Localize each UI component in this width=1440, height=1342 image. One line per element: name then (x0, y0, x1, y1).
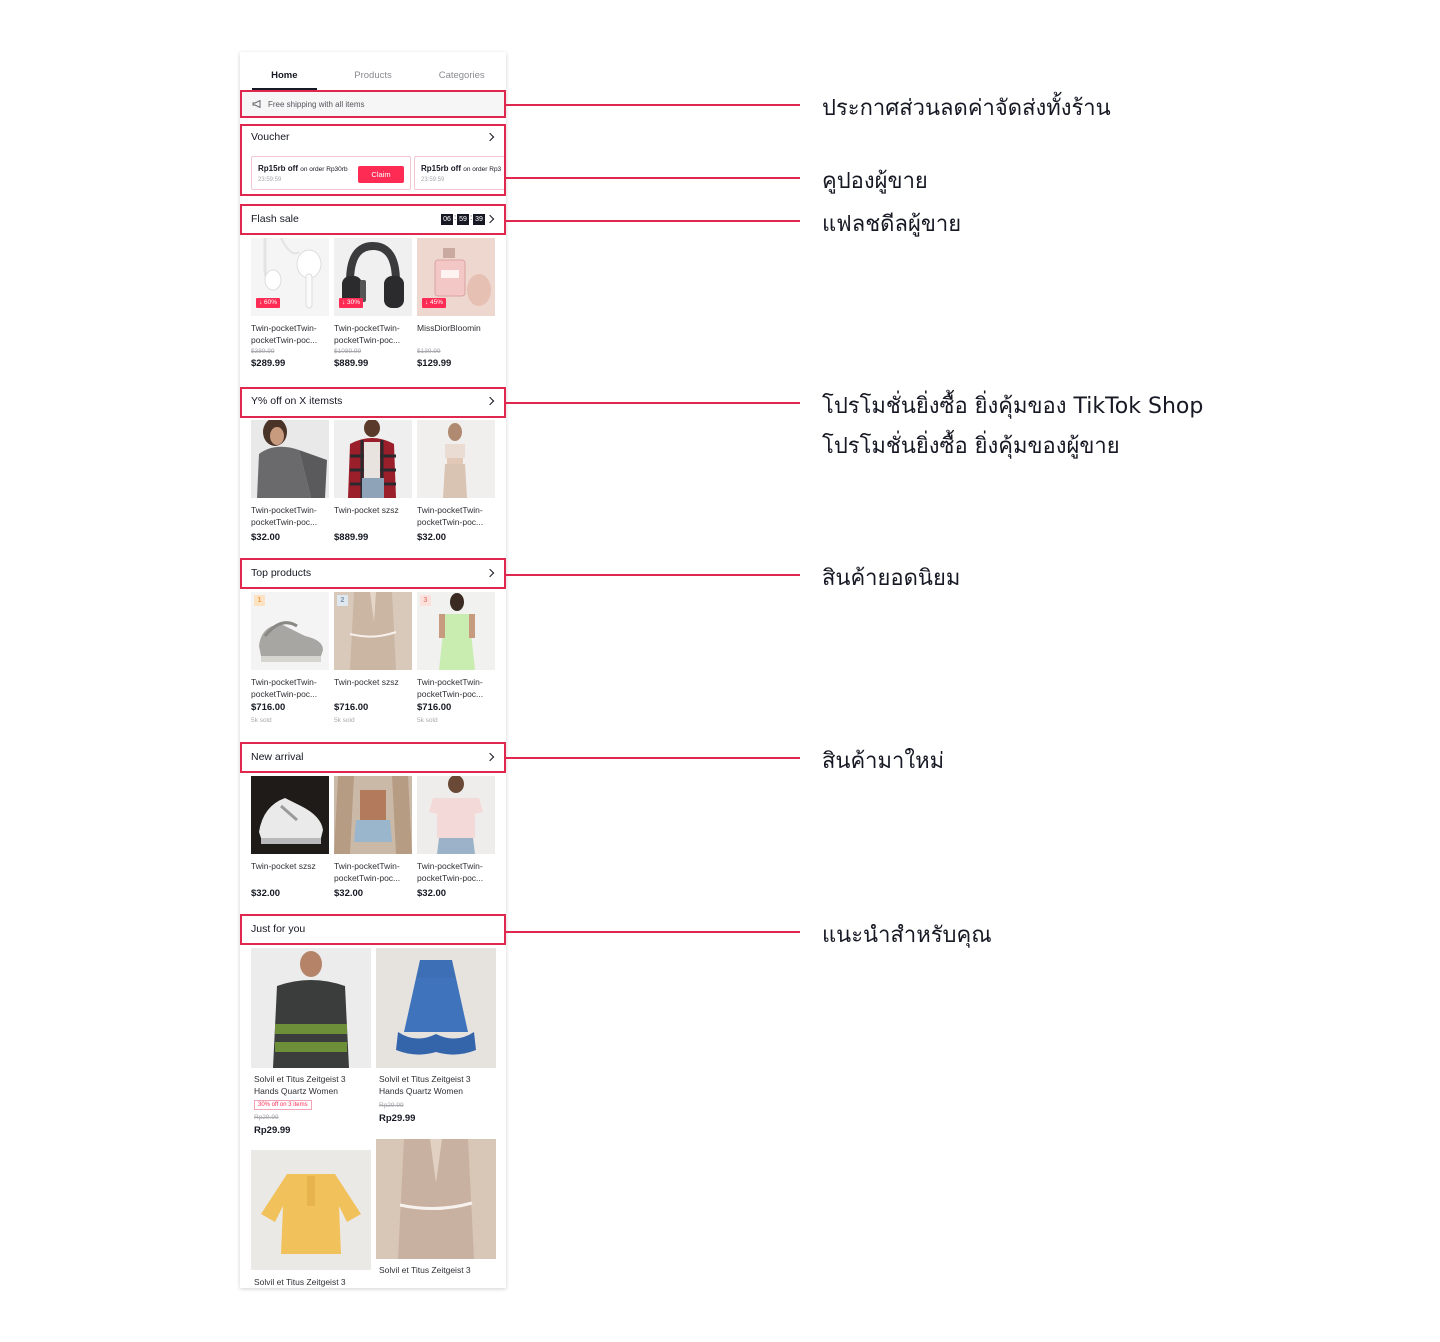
product-name: Twin-pocketTwin-pocketTwin-poc... (417, 505, 484, 527)
annotation-line (506, 402, 800, 404)
annotation-line (506, 177, 800, 179)
highlight-box (240, 558, 506, 589)
annotation-just-for-you: แนะนำสำหรับคุณ (822, 923, 992, 948)
hoodie-image (251, 420, 329, 498)
annotation-new-arrival: สินค้ามาใหม่ (822, 749, 945, 774)
top-products-title: Top products (251, 567, 312, 579)
just-for-you-title: Just for you (251, 923, 306, 935)
product-price: $716.00 (417, 702, 452, 713)
product-name: Solvil et Titus Zeitgeist 3 Hands Quartz Women (379, 1074, 471, 1096)
voucher-time: 23:59:59 (421, 177, 445, 183)
annotation-promo-tiktok: โปรโมชั่นยิ่งซื้อ ยิ่งคุ้มของ TikTok Shop (822, 394, 1204, 419)
rank-badge: 1 (254, 595, 265, 606)
product-name: MissDiorBloomin (417, 323, 481, 333)
highlight-box (240, 387, 506, 418)
annotation-line (506, 931, 800, 933)
product-price: $32.00 (417, 532, 447, 543)
product-price: $889.99 (334, 358, 369, 369)
product-image (376, 1139, 496, 1259)
plaid-shirt-image (334, 420, 412, 498)
product-price: $716.00 (251, 702, 286, 713)
product-image (251, 776, 329, 854)
promo-title: Y% off on X itemsts (251, 395, 343, 407)
product-name: Solvil et Titus Zeitgeist 3 (254, 1277, 346, 1287)
product-sold-count: 5k sold (417, 717, 438, 724)
product-name: Twin-pocketTwin-pocketTwin-poc... (417, 677, 484, 699)
product-image (334, 776, 412, 854)
product-name: Solvil et Titus Zeitgeist 3 (379, 1265, 471, 1275)
promo-tag: 30% off on 3 items (254, 1100, 312, 1110)
annotation-announcement: ประกาศส่วนลดค่าจัดส่งทั้งร้าน (822, 96, 1111, 121)
product-image (417, 776, 495, 854)
countdown-separator: : (470, 213, 473, 222)
discount-badge: ↓ 30% (339, 298, 363, 308)
product-name: Twin-pocketTwin-pocketTwin-poc... (334, 861, 401, 883)
product-name: Twin-pocket szsz (334, 505, 399, 515)
annotation-promo-seller: โปรโมชั่นยิ่งซื้อ ยิ่งคุ้มของผู้ขาย (822, 434, 1120, 459)
denim-shorts-image (334, 776, 412, 854)
product-price: $32.00 (417, 888, 447, 899)
flash-sale-title: Flash sale (251, 213, 299, 225)
product-image (334, 238, 412, 316)
product-image (417, 238, 495, 316)
product-name: Twin-pocket szsz (334, 677, 399, 687)
product-original-price: $389.99 (251, 348, 275, 355)
product-name: Twin-pocketTwin-pocketTwin-poc... (251, 677, 318, 699)
product-image (376, 948, 496, 1068)
voucher-condition: on order Rp30rb (300, 166, 348, 173)
product-price: Rp29.99 (379, 1113, 416, 1124)
product-original-price: $1089.99 (334, 348, 362, 355)
product-image (417, 420, 495, 498)
product-image (251, 1150, 371, 1270)
annotation-line (506, 757, 800, 759)
countdown-seconds: 39 (473, 214, 485, 225)
voucher-amount: Rp15rb off (258, 164, 298, 173)
blue-dress-image (376, 948, 496, 1068)
annotation-top-products: สินค้ายอดนิยม (822, 566, 961, 591)
product-name: Solvil et Titus Zeitgeist 3 Hands Quartz Women (254, 1074, 346, 1096)
product-original-price: Rp29.99 (379, 1102, 404, 1109)
product-image (417, 592, 495, 670)
discount-badge: ↓ 45% (422, 298, 446, 308)
highlight-box (240, 914, 506, 945)
countdown-minutes: 59 (457, 214, 469, 225)
rank-badge: 3 (420, 595, 431, 606)
product-original-price: Rp29.99 (254, 1114, 279, 1121)
product-name: Twin-pocketTwin-pocketTwin-poc... (251, 505, 318, 527)
shop-page-mockup (240, 52, 506, 1288)
highlight-box (240, 90, 506, 118)
product-image (251, 948, 371, 1068)
product-price: $889.99 (334, 532, 369, 543)
pink-tee-image (417, 776, 495, 854)
annotation-voucher: คูปองผู้ขาย (822, 169, 928, 194)
product-original-price: $139.99 (417, 348, 441, 355)
striped-sweater-image (251, 948, 371, 1068)
product-price: $289.99 (251, 358, 286, 369)
voucher-time: 23:59:59 (258, 177, 282, 183)
product-sold-count: 5k sold (334, 717, 355, 724)
product-image (251, 420, 329, 498)
announcement-text: Free shipping with all items (268, 99, 365, 109)
voucher-amount: Rp15rb off (421, 164, 461, 173)
tab-products[interactable]: Products (354, 70, 392, 81)
tab-categories[interactable]: Categories (438, 70, 485, 81)
rank-badge: 2 (337, 595, 348, 606)
product-price: $32.00 (251, 888, 281, 899)
countdown-hours: 06 (441, 214, 453, 225)
new-arrival-title: New arrival (251, 751, 304, 763)
tab-home[interactable]: Home (240, 52, 329, 90)
beige-dress-image (376, 1139, 496, 1259)
product-name: Twin-pocketTwin-pocketTwin-poc... (417, 861, 484, 883)
highlight-box (240, 124, 506, 196)
claim-button[interactable]: Claim (358, 166, 404, 183)
voucher-title: Voucher (251, 131, 290, 143)
highlight-box (240, 742, 506, 773)
discount-badge: ↓ 60% (256, 298, 280, 308)
annotation-line (506, 104, 800, 106)
product-sold-count: 5k sold (251, 717, 272, 724)
annotation-flash-sale: แฟลชดีลผู้ขาย (822, 212, 962, 237)
countdown-separator: : (454, 213, 457, 222)
annotation-line (506, 220, 800, 222)
yellow-shirt-image (251, 1150, 371, 1270)
white-sneaker-image (251, 776, 329, 854)
product-image (334, 420, 412, 498)
product-image (251, 592, 329, 670)
product-price: $129.99 (417, 358, 452, 369)
annotation-line (506, 574, 800, 576)
product-image (334, 592, 412, 670)
product-name: Twin-pocketTwin-pocketTwin-poc... (251, 323, 318, 345)
product-price: Rp29.99 (254, 1125, 291, 1136)
product-price: $32.00 (251, 532, 281, 543)
voucher-condition: on order Rp3 (463, 166, 502, 173)
beige-outfit-image (417, 420, 495, 498)
tab-bar (240, 52, 506, 90)
product-price: $716.00 (334, 702, 369, 713)
highlight-box (240, 204, 506, 235)
product-price: $32.00 (334, 888, 364, 899)
product-name: Twin-pocketTwin-pocketTwin-poc... (334, 323, 401, 345)
product-image (251, 238, 329, 316)
product-name: Twin-pocket szsz (251, 861, 316, 871)
